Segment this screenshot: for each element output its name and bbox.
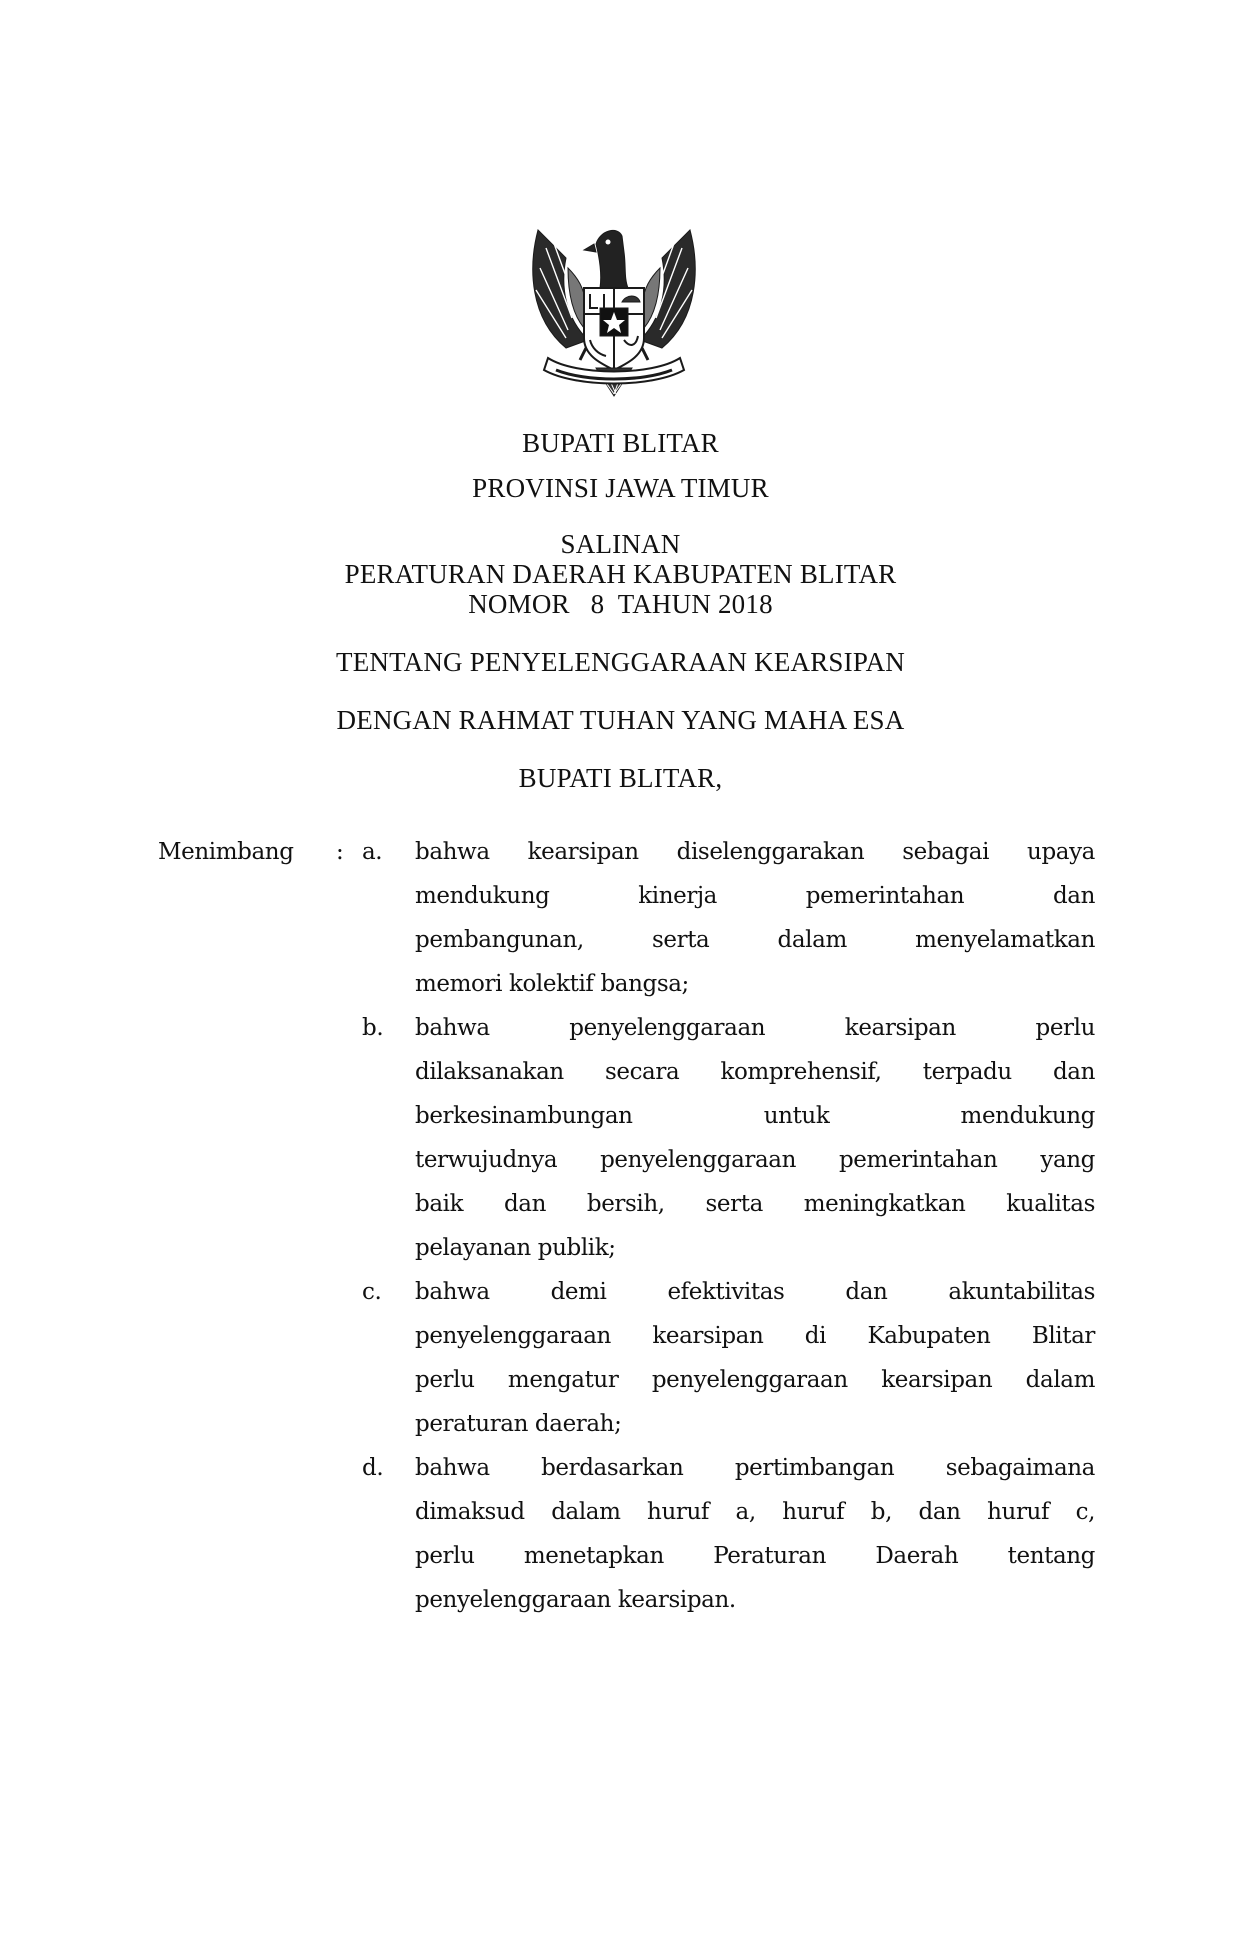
considerations-separator: : bbox=[336, 839, 344, 865]
regulation-number: NOMOR 8 TAHUN 2018 bbox=[468, 589, 773, 619]
item-line: bahwa demi efektivitas dan akuntabilitas bbox=[415, 1279, 1095, 1305]
item-line: penyelenggaraan kearsipan. bbox=[415, 1587, 736, 1613]
copy-label: SALINAN bbox=[560, 529, 681, 559]
consideration-item-c bbox=[415, 1276, 1095, 1452]
item-line: pelayanan publik; bbox=[415, 1235, 616, 1261]
regulation-title: PERATURAN DAERAH KABUPATEN BLITAR bbox=[344, 559, 897, 589]
item-line: bahwa penyelenggaraan kearsipan perlu bbox=[415, 1015, 1095, 1041]
signatory-title: BUPATI BLITAR, bbox=[518, 763, 723, 793]
consideration-item-a bbox=[415, 836, 1095, 1012]
item-line: bahwa berdasarkan pertimbangan sebagaimana bbox=[415, 1455, 1095, 1481]
item-marker-a: a. bbox=[362, 839, 383, 865]
consideration-item-b bbox=[415, 1012, 1095, 1276]
considerations-label: Menimbang bbox=[158, 839, 294, 865]
province-title: PROVINSI JAWA TIMUR bbox=[472, 473, 769, 503]
garuda-emblem-icon bbox=[526, 208, 702, 402]
item-line: dilaksanakan secara komprehensif, terpadu dan bbox=[415, 1059, 1095, 1085]
issuer-title: BUPATI BLITAR bbox=[522, 428, 719, 458]
item-line: peraturan daerah; bbox=[415, 1411, 622, 1437]
item-line: perlu mengatur penyelenggaraan kearsipan dalam bbox=[415, 1367, 1095, 1393]
item-line: baik dan bersih, serta meningkatkan kualitas bbox=[415, 1191, 1095, 1217]
regulation-subject: TENTANG PENYELENGGARAAN KEARSIPAN bbox=[336, 647, 905, 677]
item-line: penyelenggaraan kearsipan di Kabupaten Blitar bbox=[415, 1323, 1095, 1349]
invocation: DENGAN RAHMAT TUHAN YANG MAHA ESA bbox=[336, 705, 905, 735]
item-line: perlu menetapkan Peraturan Daerah tentang bbox=[415, 1543, 1095, 1569]
item-line: memori kolektif bangsa; bbox=[415, 971, 689, 997]
item-line: terwujudnya penyelenggaraan pemerintahan yang bbox=[415, 1147, 1095, 1173]
item-marker-b: b. bbox=[362, 1015, 384, 1041]
item-marker-d: d. bbox=[362, 1455, 384, 1481]
item-line: mendukung kinerja pemerintahan dan bbox=[415, 883, 1095, 909]
consideration-item-d bbox=[415, 1452, 1095, 1628]
item-line: bahwa kearsipan diselenggarakan sebagai upaya bbox=[415, 839, 1095, 865]
item-marker-c: c. bbox=[362, 1279, 382, 1305]
item-line: pembangunan, serta dalam menyelamatkan bbox=[415, 927, 1095, 953]
item-line: dimaksud dalam huruf a, huruf b, dan huruf c, bbox=[415, 1499, 1095, 1525]
item-line: berkesinambungan untuk mendukung bbox=[415, 1103, 1095, 1129]
